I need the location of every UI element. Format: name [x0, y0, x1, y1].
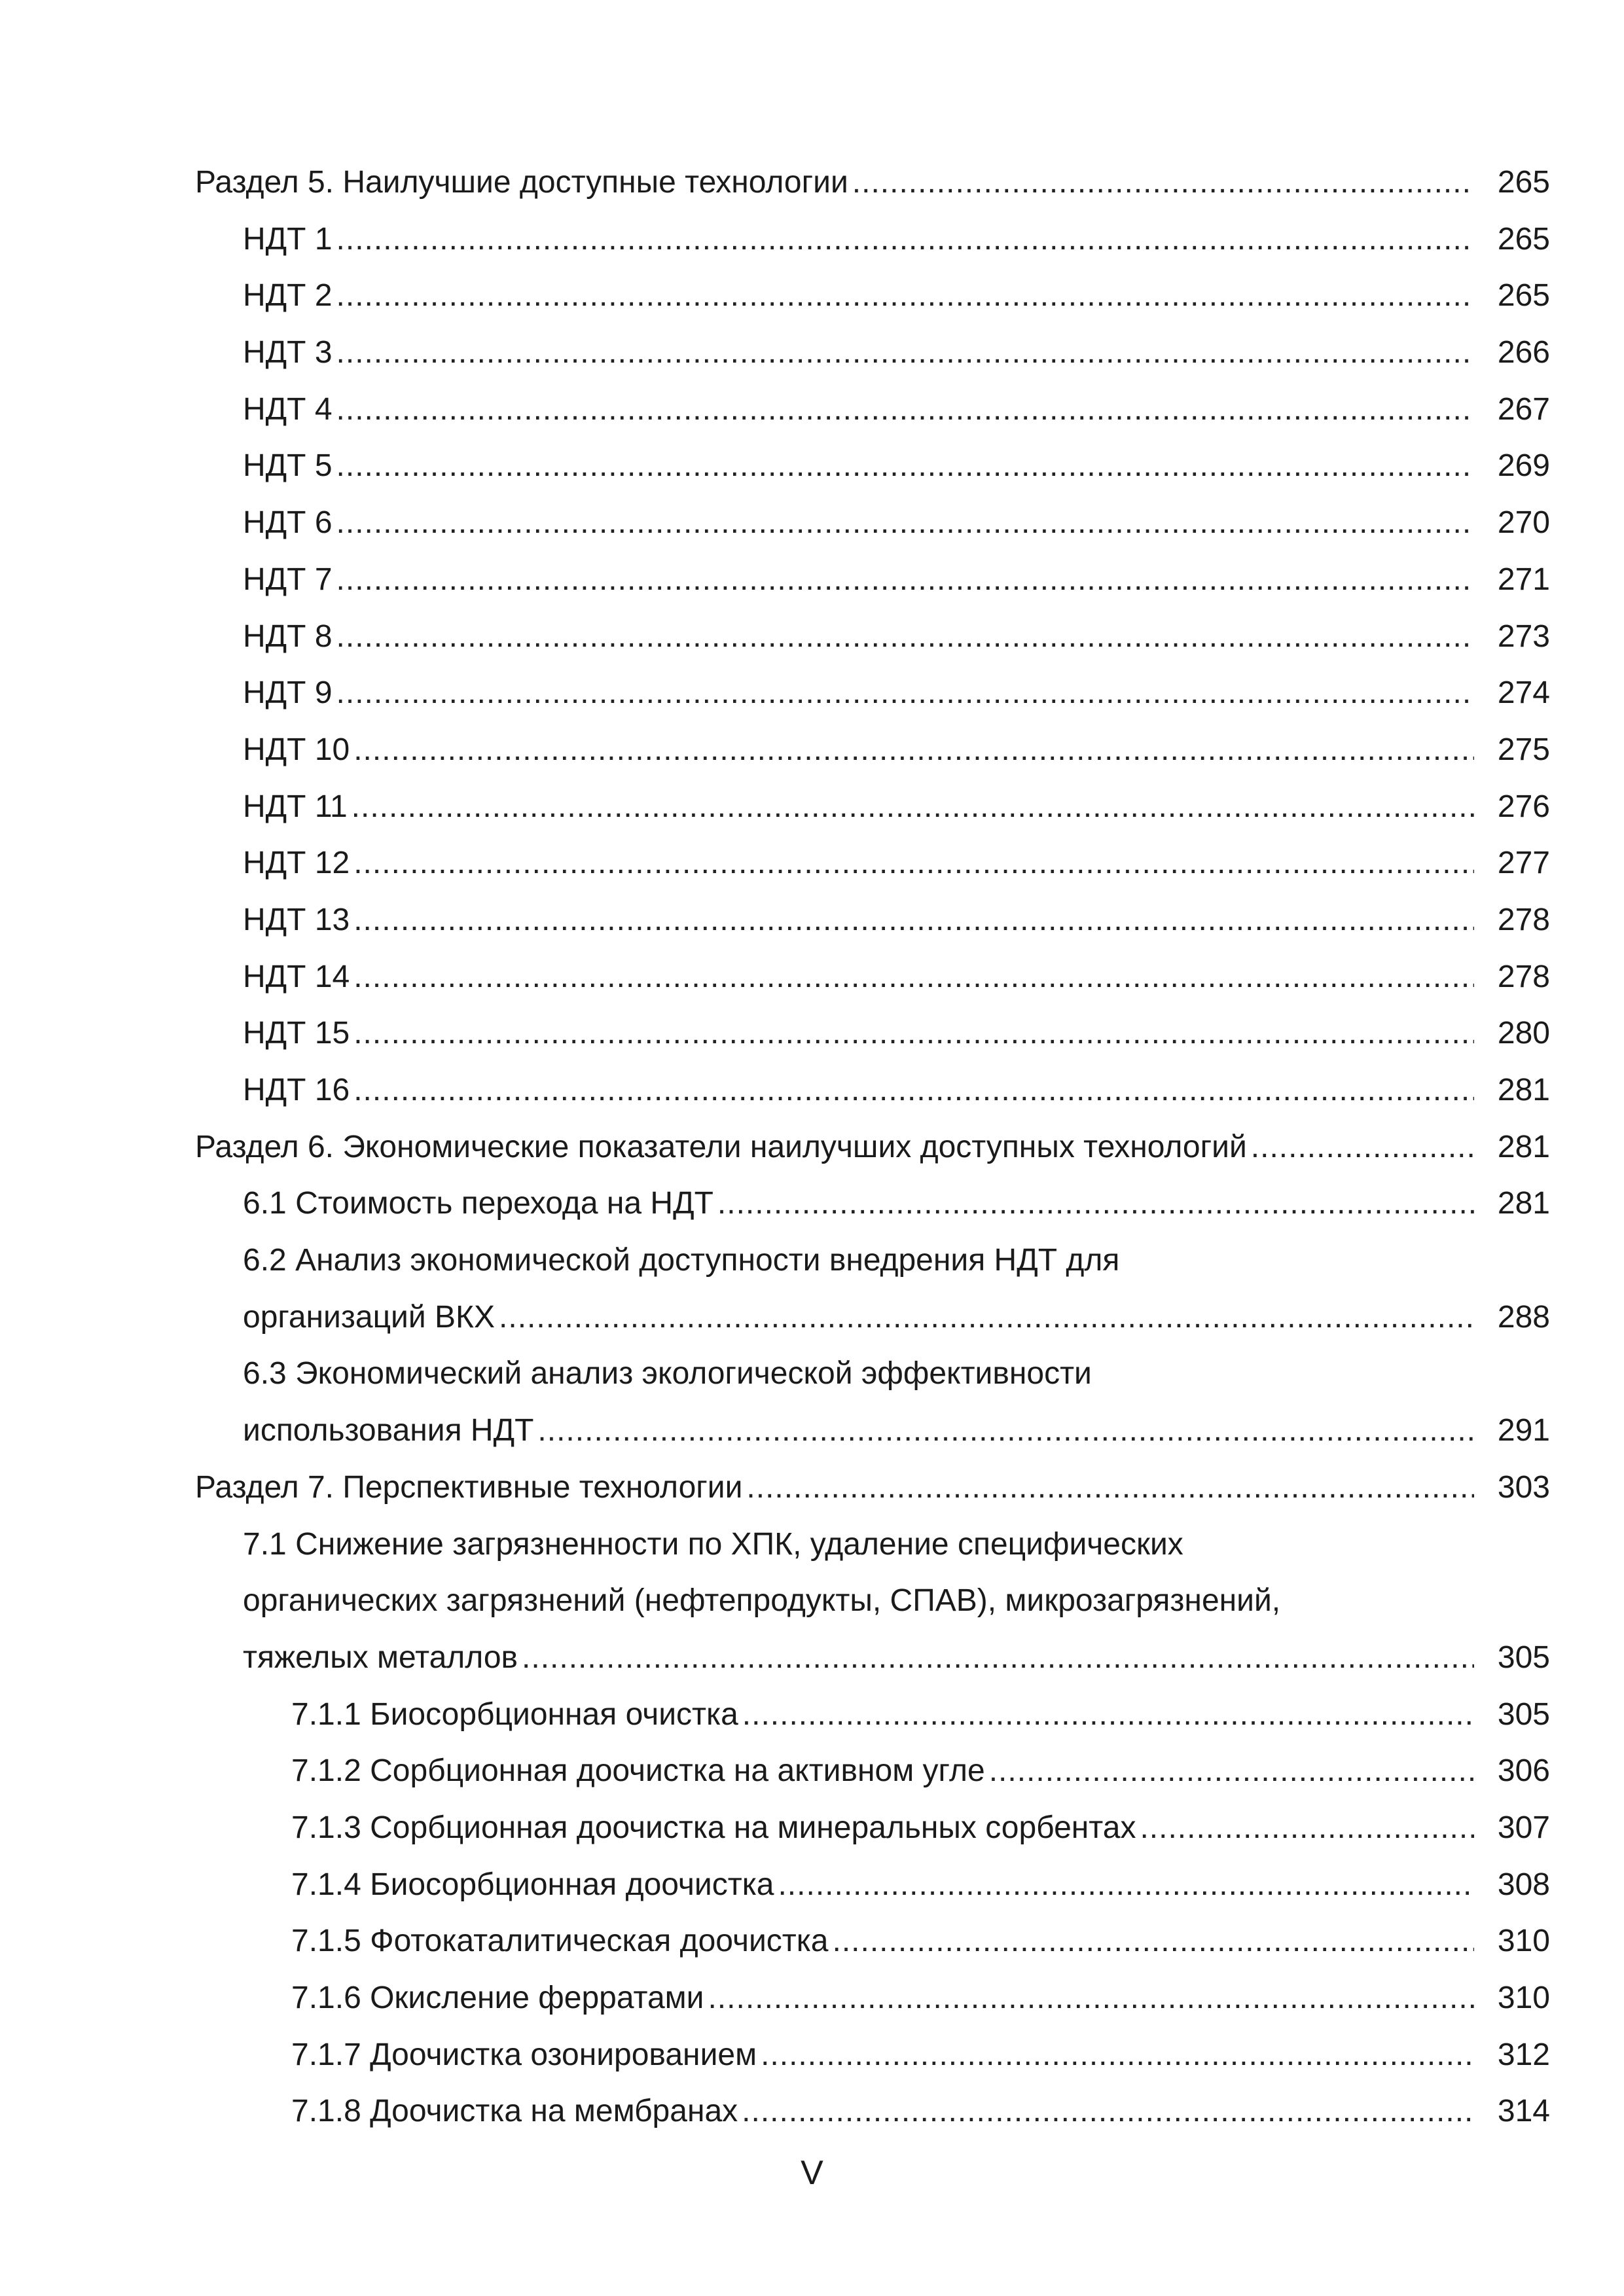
toc-entry-7-1-3[interactable] [0, 1800, 1624, 1857]
toc-entry-ndt-5[interactable] [0, 438, 1624, 495]
toc-entry-ndt-4[interactable] [0, 382, 1624, 439]
toc-entry-7-1-2[interactable] [0, 1743, 1624, 1800]
toc-entry-title: органических загрязнений (нефтепродукты, СПАВ), микрозагрязнений, [243, 1583, 1281, 1619]
dot-leader [336, 268, 1474, 325]
toc-entry-page: 281 [1497, 1186, 1550, 1221]
toc-entry-page: 269 [1497, 448, 1550, 484]
table-of-contents [0, 154, 1624, 2140]
toc-entry-page: 273 [1497, 619, 1550, 654]
toc-entry-title: НДТ 3 [243, 335, 333, 370]
toc-entry-title: 7.1.2 Сорбционная доочистка на активном угле [291, 1753, 985, 1789]
toc-entry-section-7[interactable] [0, 1460, 1624, 1516]
toc-entry-7-1-4[interactable] [0, 1857, 1624, 1914]
toc-entry-7-1-5[interactable] [0, 1913, 1624, 1970]
dot-leader [352, 779, 1474, 836]
toc-entry-section-5[interactable] [0, 154, 1624, 211]
toc-entry-title: организаций ВКХ [243, 1299, 496, 1335]
toc-entry-7-1-1[interactable] [0, 1687, 1624, 1744]
toc-entry-page: 266 [1497, 335, 1550, 370]
dot-leader [708, 1970, 1474, 2027]
toc-entry-page: 288 [1497, 1299, 1550, 1335]
toc-entry-page: 267 [1497, 391, 1550, 427]
toc-entry-page: 265 [1497, 278, 1550, 314]
toc-entry-title: Раздел 5. Наилучшие доступные технологии [195, 165, 848, 200]
toc-entry-title: 6.1 Стоимость перехода на НДТ [243, 1186, 713, 1221]
toc-entry-page: 278 [1497, 959, 1550, 994]
toc-entry-page: 303 [1497, 1469, 1550, 1505]
toc-entry-page: 310 [1497, 1981, 1550, 2015]
toc-entry-page: 274 [1497, 675, 1550, 711]
toc-entry-ndt-13[interactable] [0, 892, 1624, 949]
toc-entry-7-1-8[interactable] [0, 2083, 1624, 2140]
toc-entry-ndt-8[interactable] [0, 609, 1624, 666]
toc-entry-page: 271 [1497, 562, 1550, 597]
toc-entry-title: НДТ 2 [243, 278, 333, 314]
toc-entry-page: 276 [1497, 789, 1550, 824]
dot-leader [336, 438, 1474, 495]
dot-leader [717, 1175, 1474, 1232]
toc-entry-title: тяжелых металлов [243, 1640, 518, 1675]
toc-entry-ndt-6[interactable] [0, 495, 1624, 552]
toc-entry-6-3-line-2[interactable] [0, 1403, 1624, 1460]
toc-entry-page: 305 [1497, 1640, 1550, 1675]
toc-entry-title: НДТ 6 [243, 505, 333, 541]
dot-leader [336, 382, 1474, 439]
toc-entry-page: 306 [1497, 1753, 1550, 1789]
toc-entry-page: 280 [1497, 1016, 1550, 1051]
toc-entry-page: 270 [1497, 505, 1550, 541]
toc-entry-page: 308 [1497, 1867, 1550, 1902]
toc-entry-title: 7.1 Снижение загрязненности по ХПК, удаление специфических [243, 1526, 1183, 1562]
dot-leader [336, 211, 1474, 268]
toc-entry-page: 278 [1497, 902, 1550, 937]
toc-entry-title: НДТ 14 [243, 959, 350, 994]
toc-entry-7-1-7[interactable] [0, 2027, 1624, 2084]
toc-entry-title: 7.1.5 Фотокаталитическая доочистка [291, 1924, 829, 1959]
toc-entry-ndt-7[interactable] [0, 552, 1624, 609]
toc-entry-title: Раздел 7. Перспективные технологии [195, 1469, 743, 1505]
toc-entry-ndt-15[interactable] [0, 1005, 1624, 1062]
dot-leader [353, 1005, 1474, 1062]
toc-entry-ndt-16[interactable] [0, 1062, 1624, 1119]
dot-leader [353, 722, 1474, 779]
toc-entry-ndt-2[interactable] [0, 268, 1624, 325]
toc-entry-page: 314 [1497, 2094, 1550, 2129]
dot-leader [778, 1857, 1474, 1914]
toc-entry-title: НДТ 8 [243, 619, 333, 654]
toc-entry-title: НДТ 1 [243, 221, 333, 257]
dot-leader [336, 552, 1474, 609]
dot-leader [336, 609, 1474, 666]
toc-entry-title: 7.1.3 Сорбционная доочистка на минеральных сорбентах [291, 1810, 1136, 1845]
toc-entry-title: Раздел 6. Экономические показатели наилучших доступных технологий [195, 1129, 1247, 1164]
toc-entry-7-1-line-3[interactable] [0, 1630, 1624, 1687]
dot-leader [1140, 1800, 1474, 1857]
toc-entry-ndt-10[interactable] [0, 722, 1624, 779]
toc-entry-7-1-6[interactable] [0, 1970, 1624, 2027]
dot-leader [522, 1630, 1474, 1687]
toc-entry-title: НДТ 4 [243, 391, 333, 427]
toc-entry-7-1-line-2[interactable] [0, 1573, 1624, 1630]
dot-leader [537, 1403, 1474, 1460]
toc-entry-ndt-3[interactable] [0, 325, 1624, 382]
dot-leader [336, 495, 1474, 552]
toc-entry-title: НДТ 5 [243, 448, 333, 484]
toc-entry-page: 277 [1497, 846, 1550, 881]
dot-leader [1251, 1119, 1474, 1176]
dot-leader [353, 835, 1474, 892]
toc-entry-ndt-1[interactable] [0, 211, 1624, 268]
dot-leader [852, 154, 1474, 211]
toc-entry-ndt-12[interactable] [0, 835, 1624, 892]
toc-entry-6-2-line-2[interactable] [0, 1289, 1624, 1346]
toc-entry-title: 7.1.8 Доочистка на мембранах [291, 2094, 738, 2129]
toc-entry-page: 265 [1497, 221, 1550, 257]
toc-entry-title: НДТ 16 [243, 1073, 350, 1107]
page-number: V [801, 2154, 823, 2192]
toc-entry-page: 312 [1497, 2037, 1550, 2072]
toc-entry-ndt-11[interactable] [0, 779, 1624, 836]
toc-entry-page: 310 [1497, 1924, 1550, 1959]
toc-entry-page: 305 [1497, 1696, 1550, 1732]
dot-leader [353, 892, 1474, 949]
toc-entry-title: 6.2 Анализ экономической доступности внедрения НДТ для [243, 1243, 1120, 1278]
toc-entry-title: НДТ 11 [243, 789, 348, 824]
toc-entry-page: 281 [1497, 1073, 1550, 1107]
dot-leader [833, 1913, 1475, 1970]
toc-entry-title: использования НДТ [243, 1413, 534, 1448]
dot-leader [353, 1062, 1474, 1119]
toc-entry-6-3-line-1[interactable] [0, 1346, 1624, 1403]
toc-entry-ndt-14[interactable] [0, 949, 1624, 1006]
dot-leader [353, 949, 1474, 1006]
toc-entry-page: 307 [1497, 1810, 1550, 1845]
toc-entry-title: 6.3 Экономический анализ экологической эффективности [243, 1356, 1092, 1391]
toc-entry-title: 7.1.6 Окисление ферратами [291, 1981, 704, 2015]
toc-entry-page: 281 [1497, 1129, 1550, 1164]
toc-entry-title: НДТ 7 [243, 562, 333, 597]
dot-leader [761, 2027, 1474, 2084]
toc-entry-6-2-line-1[interactable] [0, 1232, 1624, 1289]
toc-entry-page: 275 [1497, 732, 1550, 767]
toc-entry-page: 265 [1497, 165, 1550, 200]
toc-entry-ndt-9[interactable] [0, 665, 1624, 722]
toc-entry-title: НДТ 10 [243, 732, 350, 767]
dot-leader [742, 1687, 1474, 1744]
dot-leader [499, 1289, 1474, 1346]
toc-entry-page: 291 [1497, 1413, 1550, 1448]
toc-entry-title: 7.1.7 Доочистка озонированием [291, 2037, 757, 2072]
toc-entry-title: 7.1.1 Биосорбционная очистка [291, 1696, 738, 1732]
dot-leader [336, 665, 1474, 722]
dot-leader [989, 1743, 1474, 1800]
toc-entry-title: НДТ 12 [243, 846, 350, 881]
toc-entry-6-1[interactable] [0, 1175, 1624, 1232]
toc-entry-section-6[interactable] [0, 1119, 1624, 1176]
dot-leader [742, 2083, 1474, 2140]
toc-entry-title: 7.1.4 Биосорбционная доочистка [291, 1867, 774, 1902]
toc-entry-7-1-line-1[interactable] [0, 1516, 1624, 1573]
dot-leader [336, 325, 1474, 382]
dot-leader [746, 1460, 1474, 1516]
toc-entry-title: НДТ 13 [243, 902, 350, 937]
toc-entry-title: НДТ 15 [243, 1016, 350, 1051]
toc-entry-title: НДТ 9 [243, 675, 333, 711]
